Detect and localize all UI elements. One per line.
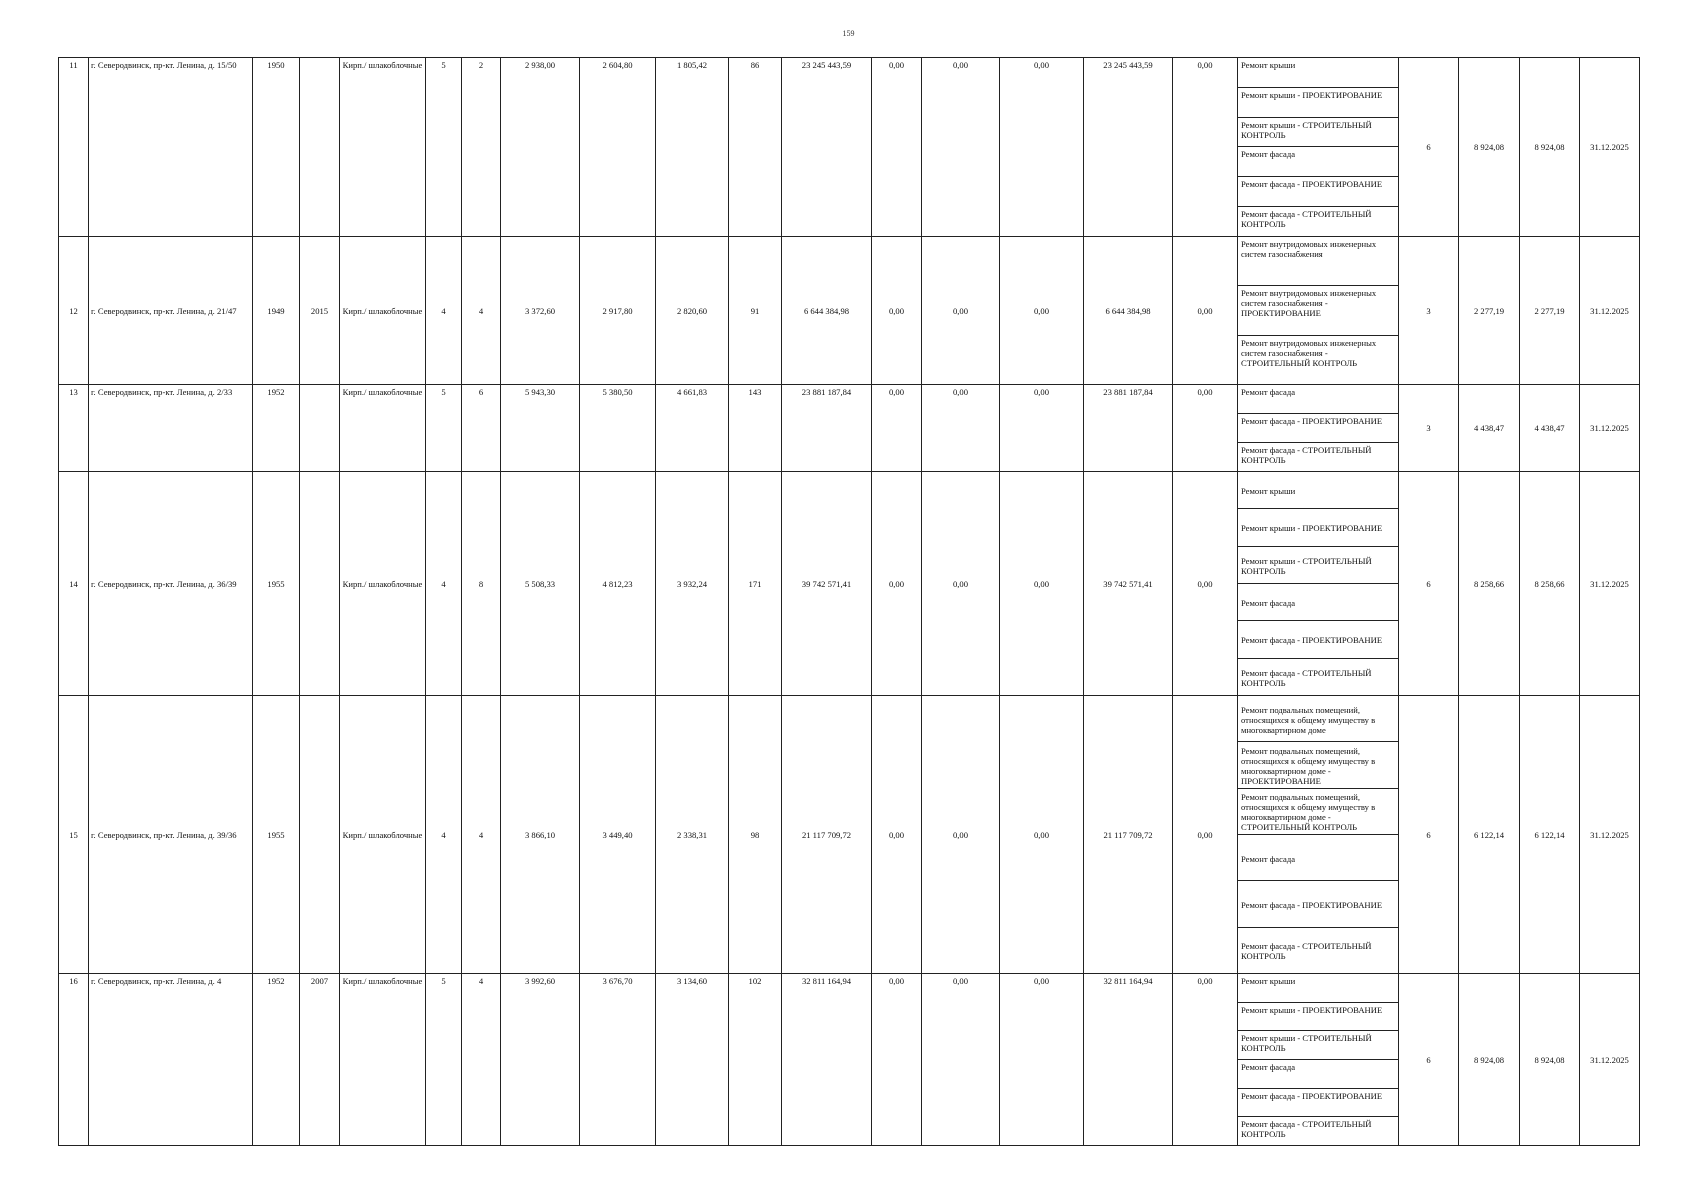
fund-other-cell: 0,00 (1173, 696, 1238, 974)
work-item: Ремонт фасада - ПРОЕКТИРОВАНИЕ (1238, 1089, 1398, 1118)
premises-area-cell: 3 676,70 (580, 974, 656, 1146)
wall-material-cell: Кирп./ шлакоблочные (340, 472, 426, 696)
row-number: 14 (59, 472, 89, 696)
entrances-cell: 8 (462, 472, 501, 696)
unit-cost-max-cell: 8 258,66 (1520, 472, 1580, 696)
capital-repair-table (58, 57, 1640, 1146)
residents-cell: 102 (729, 974, 782, 1146)
floors-cell: 5 (426, 58, 462, 237)
wall-material-cell: Кирп./ шлакоблочные (340, 696, 426, 974)
year-built-cell: 1952 (253, 385, 300, 472)
work-item: Ремонт крыши - ПРОЕКТИРОВАНИЕ (1238, 1003, 1398, 1032)
floors-cell: 4 (426, 696, 462, 974)
entrances-cell: 2 (462, 58, 501, 237)
work-item: Ремонт крыши - СТРОИТЕЛЬНЫЙ КОНТРОЛЬ (1238, 547, 1398, 584)
address-cell: г. Северодвинск, пр-кт. Ленина, д. 2/33 (89, 385, 253, 472)
fund-other-cell: 0,00 (1173, 58, 1238, 237)
fund-federal-cell: 0,00 (872, 696, 922, 974)
address-cell: г. Северодвинск, пр-кт. Ленина, д. 15/50 (89, 58, 253, 237)
wall-material-cell: Кирп./ шлакоблочные (340, 385, 426, 472)
unit-cost-cell: 8 924,08 (1459, 58, 1520, 237)
works-cell (1238, 385, 1399, 472)
fund-regional-cell: 0,00 (922, 696, 1000, 974)
works-cell (1238, 974, 1399, 1146)
floors-cell: 5 (426, 974, 462, 1146)
work-count-cell: 6 (1399, 58, 1459, 237)
residential-area-cell: 1 805,42 (656, 58, 729, 237)
residents-cell: 143 (729, 385, 782, 472)
total-area-cell: 3 992,60 (501, 974, 580, 1146)
deadline-cell: 31.12.2025 (1580, 237, 1640, 385)
address-cell: г. Северодвинск, пр-кт. Ленина, д. 4 (89, 974, 253, 1146)
work-item: Ремонт крыши (1238, 472, 1398, 509)
deadline-cell: 31.12.2025 (1580, 974, 1640, 1146)
work-item: Ремонт фасада (1238, 1060, 1398, 1089)
work-item: Ремонт подвальных помещений, относящихся к общему имуществу в многоквартирном доме (1238, 696, 1398, 742)
fund-regional-cell: 0,00 (922, 385, 1000, 472)
work-item: Ремонт внутридомовых инженерных систем газоснабжения (1238, 237, 1398, 286)
work-item: Ремонт фасада - ПРОЕКТИРОВАНИЕ (1238, 621, 1398, 658)
work-item: Ремонт внутридомовых инженерных систем газоснабжения - ПРОЕКТИРОВАНИЕ (1238, 286, 1398, 335)
address-cell: г. Северодвинск, пр-кт. Ленина, д. 39/36 (89, 696, 253, 974)
fund-regional-cell: 0,00 (922, 472, 1000, 696)
work-item: Ремонт фасада (1238, 385, 1398, 414)
table-row (59, 472, 1640, 696)
fund-regional-cell: 0,00 (922, 58, 1000, 237)
wall-material-cell: Кирп./ шлакоблочные (340, 58, 426, 237)
works-cell (1238, 237, 1399, 385)
deadline-cell: 31.12.2025 (1580, 696, 1640, 974)
entrances-cell: 4 (462, 237, 501, 385)
page-number: 159 (842, 29, 855, 38)
residents-cell: 86 (729, 58, 782, 237)
year-built-cell: 1952 (253, 974, 300, 1146)
premises-area-cell: 3 449,40 (580, 696, 656, 974)
unit-cost-cell: 8 924,08 (1459, 974, 1520, 1146)
work-item: Ремонт крыши (1238, 58, 1398, 88)
total-area-cell: 5 508,33 (501, 472, 580, 696)
fund-owners-cell: 21 117 709,72 (1084, 696, 1173, 974)
unit-cost-max-cell: 2 277,19 (1520, 237, 1580, 385)
year-built-cell: 1955 (253, 696, 300, 974)
row-number: 12 (59, 237, 89, 385)
fund-owners-cell: 6 644 384,98 (1084, 237, 1173, 385)
work-item: Ремонт крыши - ПРОЕКТИРОВАНИЕ (1238, 509, 1398, 546)
work-item: Ремонт крыши - СТРОИТЕЛЬНЫЙ КОНТРОЛЬ (1238, 118, 1398, 148)
row-number: 11 (59, 58, 89, 237)
fund-federal-cell: 0,00 (872, 974, 922, 1146)
premises-area-cell: 2 917,80 (580, 237, 656, 385)
table-row (59, 974, 1640, 1146)
deadline-cell: 31.12.2025 (1580, 472, 1640, 696)
year-overhaul-cell (300, 385, 340, 472)
work-count-cell: 6 (1399, 974, 1459, 1146)
unit-cost-cell: 2 277,19 (1459, 237, 1520, 385)
year-overhaul-cell (300, 472, 340, 696)
residents-cell: 98 (729, 696, 782, 974)
fund-federal-cell: 0,00 (872, 237, 922, 385)
year-built-cell: 1949 (253, 237, 300, 385)
floors-cell: 5 (426, 385, 462, 472)
residential-area-cell: 3 134,60 (656, 974, 729, 1146)
total-area-cell: 3 372,60 (501, 237, 580, 385)
fund-owners-cell: 23 881 187,84 (1084, 385, 1173, 472)
cost-total-cell: 32 811 164,94 (782, 974, 872, 1146)
cost-total-cell: 6 644 384,98 (782, 237, 872, 385)
fund-other-cell: 0,00 (1173, 385, 1238, 472)
cost-total-cell: 23 245 443,59 (782, 58, 872, 237)
premises-area-cell: 4 812,23 (580, 472, 656, 696)
work-item: Ремонт фасада - СТРОИТЕЛЬНЫЙ КОНТРОЛЬ (1241, 667, 1372, 688)
unit-cost-max-cell: 4 438,47 (1520, 385, 1580, 472)
address-cell: г. Северодвинск, пр-кт. Ленина, д. 21/47 (89, 237, 253, 385)
work-item: Ремонт внутридомовых инженерных систем газоснабжения - СТРОИТЕЛЬНЫЙ КОНТРОЛЬ (1241, 337, 1377, 368)
fund-other-cell: 0,00 (1173, 472, 1238, 696)
work-item: Ремонт крыши - ПРОЕКТИРОВАНИЕ (1238, 88, 1398, 118)
entrances-cell: 4 (462, 974, 501, 1146)
work-count-cell: 3 (1399, 385, 1459, 472)
fund-regional-cell: 0,00 (922, 974, 1000, 1146)
fund-federal-cell: 0,00 (872, 385, 922, 472)
table-row (59, 237, 1640, 385)
row-number: 16 (59, 974, 89, 1146)
fund-regional-cell: 0,00 (922, 237, 1000, 385)
floors-cell: 4 (426, 237, 462, 385)
fund-owners-cell: 23 245 443,59 (1084, 58, 1173, 237)
work-item: Ремонт фасада - ПРОЕКТИРОВАНИЕ (1238, 414, 1398, 443)
row-number: 13 (59, 385, 89, 472)
fund-other-cell: 0,00 (1173, 237, 1238, 385)
entrances-cell: 4 (462, 696, 501, 974)
table-row (59, 385, 1640, 472)
fund-other-cell: 0,00 (1173, 974, 1238, 1146)
work-item: Ремонт фасада - СТРОИТЕЛЬНЫЙ КОНТРОЛЬ (1241, 209, 1372, 230)
fund-federal-cell: 0,00 (872, 472, 922, 696)
wall-material-cell: Кирп./ шлакоблочные (340, 974, 426, 1146)
work-item: Ремонт подвальных помещений, относящихся к общему имуществу в многоквартирном доме - ПРОЕКТИРОВАНИЕ (1238, 742, 1398, 788)
fund-owners-cell: 32 811 164,94 (1084, 974, 1173, 1146)
residents-cell: 91 (729, 237, 782, 385)
works-cell (1238, 696, 1399, 974)
work-item: Ремонт крыши - СТРОИТЕЛЬНЫЙ КОНТРОЛЬ (1238, 1031, 1398, 1060)
row-number: 15 (59, 696, 89, 974)
work-item: Ремонт фасада - СТРОИТЕЛЬНЫЙ КОНТРОЛЬ (1241, 941, 1372, 962)
year-overhaul-cell (300, 58, 340, 237)
premises-area-cell: 2 604,80 (580, 58, 656, 237)
work-count-cell: 6 (1399, 472, 1459, 696)
year-overhaul-cell: 2007 (300, 974, 340, 1146)
works-cell (1238, 58, 1399, 237)
residential-area-cell: 2 338,31 (656, 696, 729, 974)
cost-total-cell: 23 881 187,84 (782, 385, 872, 472)
residential-area-cell: 3 932,24 (656, 472, 729, 696)
unit-cost-cell: 6 122,14 (1459, 696, 1520, 974)
unit-cost-max-cell: 8 924,08 (1520, 974, 1580, 1146)
fund-owners-cell: 39 742 571,41 (1084, 472, 1173, 696)
floors-cell: 4 (426, 472, 462, 696)
year-built-cell: 1955 (253, 472, 300, 696)
unit-cost-cell: 4 438,47 (1459, 385, 1520, 472)
table-body (59, 58, 1640, 1146)
unit-cost-cell: 8 258,66 (1459, 472, 1520, 696)
fund-local-cell: 0,00 (1000, 974, 1084, 1146)
table-row (59, 58, 1640, 237)
work-item: Ремонт подвальных помещений, относящихся к общему имуществу в многоквартирном доме - СТРОИТЕЛЬНЫЙ КОНТРОЛЬ (1238, 789, 1398, 835)
deadline-cell: 31.12.2025 (1580, 385, 1640, 472)
work-item: Ремонт фасада (1238, 584, 1398, 621)
work-item: Ремонт фасада (1238, 147, 1398, 177)
fund-local-cell: 0,00 (1000, 385, 1084, 472)
fund-federal-cell: 0,00 (872, 58, 922, 237)
year-built-cell: 1950 (253, 58, 300, 237)
residential-area-cell: 2 820,60 (656, 237, 729, 385)
entrances-cell: 6 (462, 385, 501, 472)
work-count-cell: 3 (1399, 237, 1459, 385)
table-row (59, 696, 1640, 974)
work-item: Ремонт фасада - ПРОЕКТИРОВАНИЕ (1238, 177, 1398, 207)
work-item: Ремонт фасада - ПРОЕКТИРОВАНИЕ (1238, 881, 1398, 927)
fund-local-cell: 0,00 (1000, 472, 1084, 696)
work-item: Ремонт фасада (1238, 835, 1398, 881)
wall-material-cell: Кирп./ шлакоблочные (340, 237, 426, 385)
total-area-cell: 2 938,00 (501, 58, 580, 237)
unit-cost-max-cell: 6 122,14 (1520, 696, 1580, 974)
deadline-cell: 31.12.2025 (1580, 58, 1640, 237)
fund-local-cell: 0,00 (1000, 58, 1084, 237)
unit-cost-max-cell: 8 924,08 (1520, 58, 1580, 237)
work-item: Ремонт крыши (1238, 974, 1398, 1003)
work-count-cell: 6 (1399, 696, 1459, 974)
residents-cell: 171 (729, 472, 782, 696)
work-item: Ремонт фасада - СТРОИТЕЛЬНЫЙ КОНТРОЛЬ (1241, 445, 1372, 465)
cost-total-cell: 39 742 571,41 (782, 472, 872, 696)
residential-area-cell: 4 661,83 (656, 385, 729, 472)
work-item: Ремонт фасада - СТРОИТЕЛЬНЫЙ КОНТРОЛЬ (1241, 1119, 1372, 1140)
premises-area-cell: 5 380,50 (580, 385, 656, 472)
fund-local-cell: 0,00 (1000, 237, 1084, 385)
address-cell: г. Северодвинск, пр-кт. Ленина, д. 36/39 (89, 472, 253, 696)
works-cell (1238, 472, 1399, 696)
year-overhaul-cell (300, 696, 340, 974)
cost-total-cell: 21 117 709,72 (782, 696, 872, 974)
total-area-cell: 3 866,10 (501, 696, 580, 974)
total-area-cell: 5 943,30 (501, 385, 580, 472)
year-overhaul-cell: 2015 (300, 237, 340, 385)
fund-local-cell: 0,00 (1000, 696, 1084, 974)
